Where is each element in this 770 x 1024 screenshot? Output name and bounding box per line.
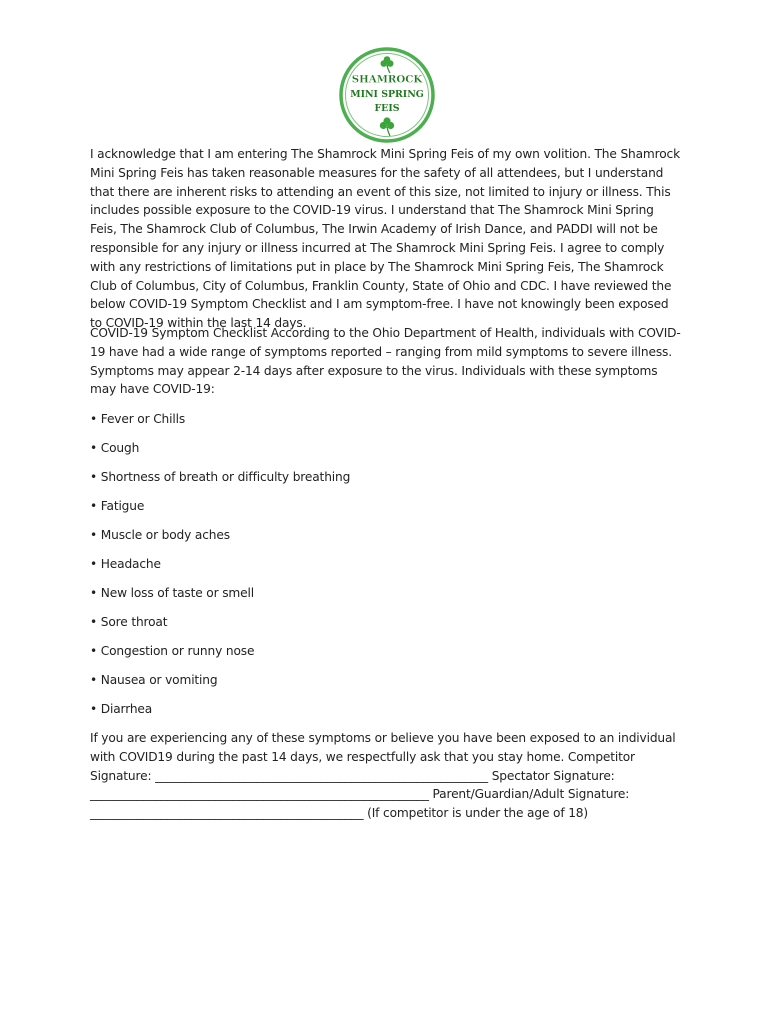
list-item: • New loss of taste or smell — [90, 586, 254, 600]
list-item: • Fever or Chills — [90, 412, 186, 426]
list-item: • Headache — [90, 557, 161, 571]
list-item: • Cough — [90, 441, 140, 455]
checklist-intro-paragraph: COVID-19 Symptom Checklist According to the Ohio Department of Health, individuals with COVID-19 have had a wide range of symptoms reported – ranging from mild symptoms to severe illness. Symptoms may appear 2-14 days after exposure to the virus. Individuals with these symptoms may have COVID-19: — [90, 326, 681, 397]
logo-line-3: FEIS — [374, 103, 400, 114]
logo-line-2: MINI SPRING — [350, 89, 424, 100]
list-item: • Nausea or vomiting — [90, 673, 218, 687]
list-item: • Fatigue — [90, 499, 145, 513]
list-item: • Diarrhea — [90, 702, 153, 716]
closing-paragraph: If you are experiencing any of these symptoms or believe you have been exposed to an individual with COVID19 during the past 14 days, we respectfully ask that you stay home. Competitor Signature: ________________________________________________________ Spectator Signature: _________________________________________________________ Parent/Guardian/Adult Signature: ______________________________________________ (If competitor is under the age of 18) — [90, 731, 676, 821]
list-item: • Sore throat — [90, 615, 168, 629]
acknowledgement-paragraph: I acknowledge that I am entering The Shamrock Mini Spring Feis of my own volition. The Shamrock Mini Spring Feis has taken reasonable measures for the safety of all attendees, but I understand that there are inherent risks to attending an event of this size, not limited to injury or illness. This includes possible exposure to the COVID-19 virus. I understand that The Shamrock Mini Spring Feis, The Shamrock Club of Columbus, The Irwin Academy of Irish Dance, and PADDI will not be responsible for any injury or illness incurred at The Shamrock Mini Spring Feis. I agree to comply with any restrictions of limitations put in place by The Shamrock Mini Spring Feis, The Shamrock Club of Columbus, City of Columbus, Franklin County, State of Ohio and CDC. I have reviewed the below COVID-19 Symptom Checklist and I am symptom-free. I have not knowingly been exposed to COVID-19 within the last 14 days. — [90, 147, 681, 331]
list-item: • Muscle or body aches — [90, 528, 230, 542]
shamrock-logo-graphic — [339, 47, 435, 143]
logo-line-1: SHAMROCK — [351, 73, 423, 86]
shamrock-logo — [339, 47, 435, 143]
list-item: • Shortness of breath or difficulty breathing — [90, 470, 351, 484]
list-item: • Congestion or runny nose — [90, 644, 255, 658]
